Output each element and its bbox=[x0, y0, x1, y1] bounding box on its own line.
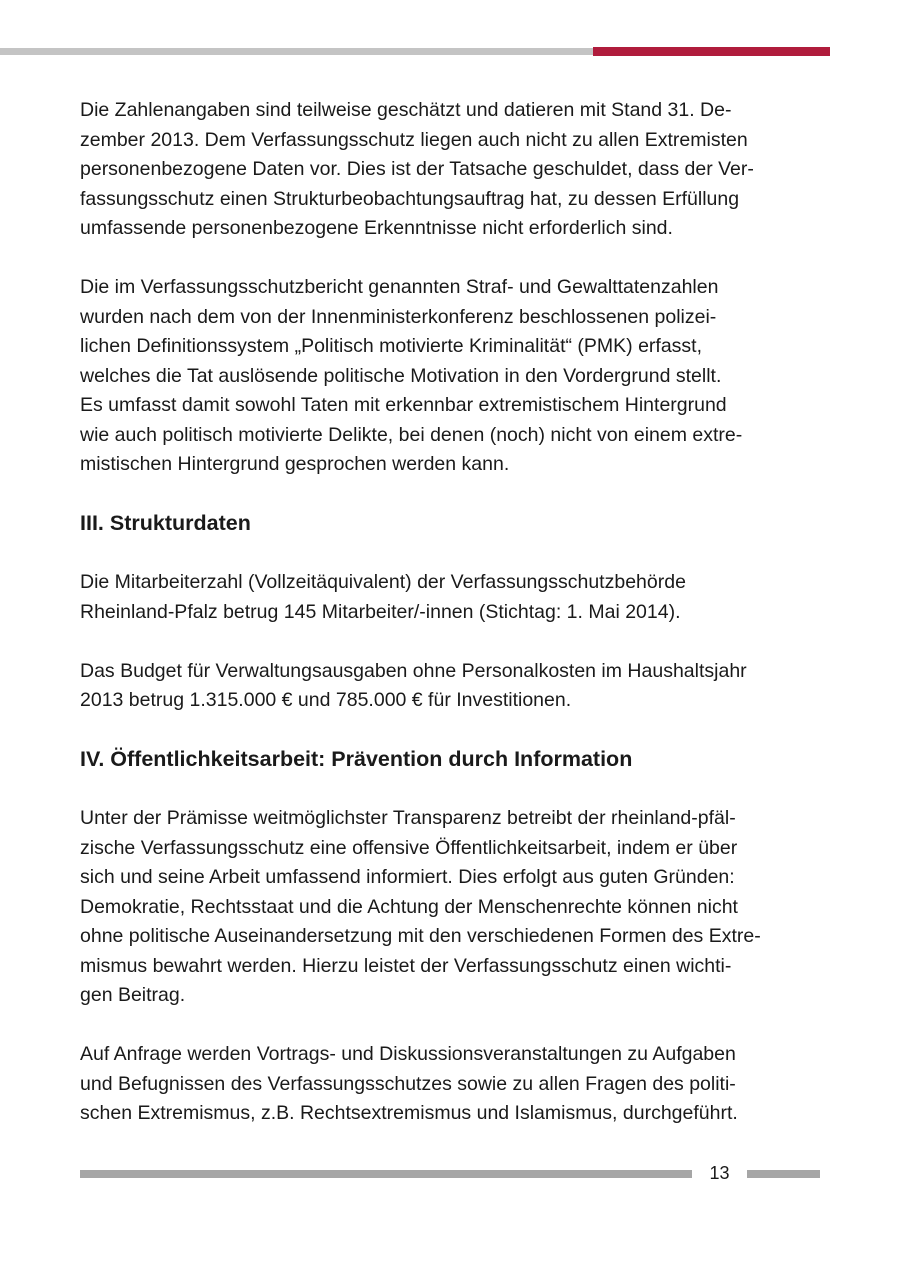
text-line: mistischen Hintergrund gesprochen werden kann. bbox=[80, 453, 510, 475]
text-line: sich und seine Arbeit umfassend informiert. Dies erfolgt aus guten Gründen: bbox=[80, 866, 735, 888]
paragraph-data-sources bbox=[80, 96, 825, 244]
text-line: 2013 betrug 1.315.000 € und 785.000 € für Investitionen. bbox=[80, 689, 572, 711]
text-line: mismus bewahrt werden. Hierzu leistet der Verfassungsschutz einen wichti- bbox=[80, 954, 732, 977]
header-rule-grey bbox=[0, 48, 593, 55]
text-line: Demokratie, Rechtsstaat und die Achtung der Menschenrechte können nicht bbox=[80, 895, 738, 918]
text-line: ohne politische Auseinandersetzung mit den verschiedenen Formen des Extre- bbox=[80, 925, 761, 947]
text-line: lichen Definitionssystem „Politisch motivierte Kriminalität“ (PMK) erfasst, bbox=[80, 335, 703, 357]
paragraph-staff-count bbox=[80, 568, 825, 627]
text-line: Die Mitarbeiterzahl (Vollzeitäquivalent) der Verfassungsschutzbehörde bbox=[80, 571, 686, 593]
text-line: fassungsschutz einen Strukturbeobachtungsauftrag hat, zu dessen Erfüllung bbox=[80, 187, 740, 210]
paragraph-lectures bbox=[80, 1040, 825, 1129]
text-line: gen Beitrag. bbox=[80, 984, 186, 1006]
footer-rule-left bbox=[80, 1170, 692, 1178]
text-line: Unter der Prämisse weitmöglichster Transparenz betreibt der rheinland-pfäl- bbox=[80, 807, 736, 829]
text-line: Rheinland-Pfalz betrug 145 Mitarbeiter/-innen (Stichtag: 1. Mai 2014). bbox=[80, 600, 681, 623]
paragraph-budget bbox=[80, 657, 825, 716]
paragraph-pmk-definition bbox=[80, 273, 825, 480]
page-body bbox=[80, 96, 825, 1129]
text-line: Auf Anfrage werden Vortrags- und Diskussionsveranstaltungen zu Aufgaben bbox=[80, 1043, 736, 1065]
header-rule-accent bbox=[593, 47, 830, 56]
text-line: Das Budget für Verwaltungsausgaben ohne Personalkosten im Haushaltsjahr bbox=[80, 659, 747, 682]
text-line: Die im Verfassungsschutzbericht genannten Straf- und Gewalttatenzahlen bbox=[80, 276, 719, 298]
text-line: schen Extremismus, z.B. Rechtsextremismus und Islamismus, durchgeführt. bbox=[80, 1102, 738, 1124]
page-number: 13 bbox=[709, 1163, 730, 1183]
text-line: personenbezogene Daten vor. Dies ist der Tatsache geschuldet, dass der Ver- bbox=[80, 158, 754, 180]
text-line: zische Verfassungsschutz eine offensive Öffentlichkeitsarbeit, indem er über bbox=[80, 836, 738, 859]
text-line: und Befugnissen des Verfassungsschutzes sowie zu allen Fragen des politi- bbox=[80, 1072, 736, 1095]
section-heading-oeffentlichkeitsarbeit: IV. Öffentlichkeitsarbeit: Prävention durch Information bbox=[80, 747, 633, 771]
text-line: wurden nach dem von der Innenministerkonferenz beschlossenen polizei- bbox=[80, 305, 717, 328]
text-line: Es umfasst damit sowohl Taten mit erkennbar extremistischem Hintergrund bbox=[80, 394, 727, 416]
paragraph-transparency bbox=[80, 804, 825, 1011]
section-heading-strukturdaten: III. Strukturdaten bbox=[80, 511, 251, 535]
text-line: welches die Tat auslösende politische Motivation in den Vordergrund stellt. bbox=[80, 364, 722, 387]
text-line: wie auch politisch motivierte Delikte, bei denen (noch) nicht von einem extre- bbox=[80, 423, 743, 446]
text-line: umfassende personenbezogene Erkenntnisse nicht erforderlich sind. bbox=[80, 217, 673, 239]
text-line: Die Zahlenangaben sind teilweise geschätzt und datieren mit Stand 31. De- bbox=[80, 99, 732, 121]
text-line: zember 2013. Dem Verfassungsschutz liegen auch nicht zu allen Extremisten bbox=[80, 128, 748, 151]
footer-rule-right bbox=[747, 1170, 820, 1178]
